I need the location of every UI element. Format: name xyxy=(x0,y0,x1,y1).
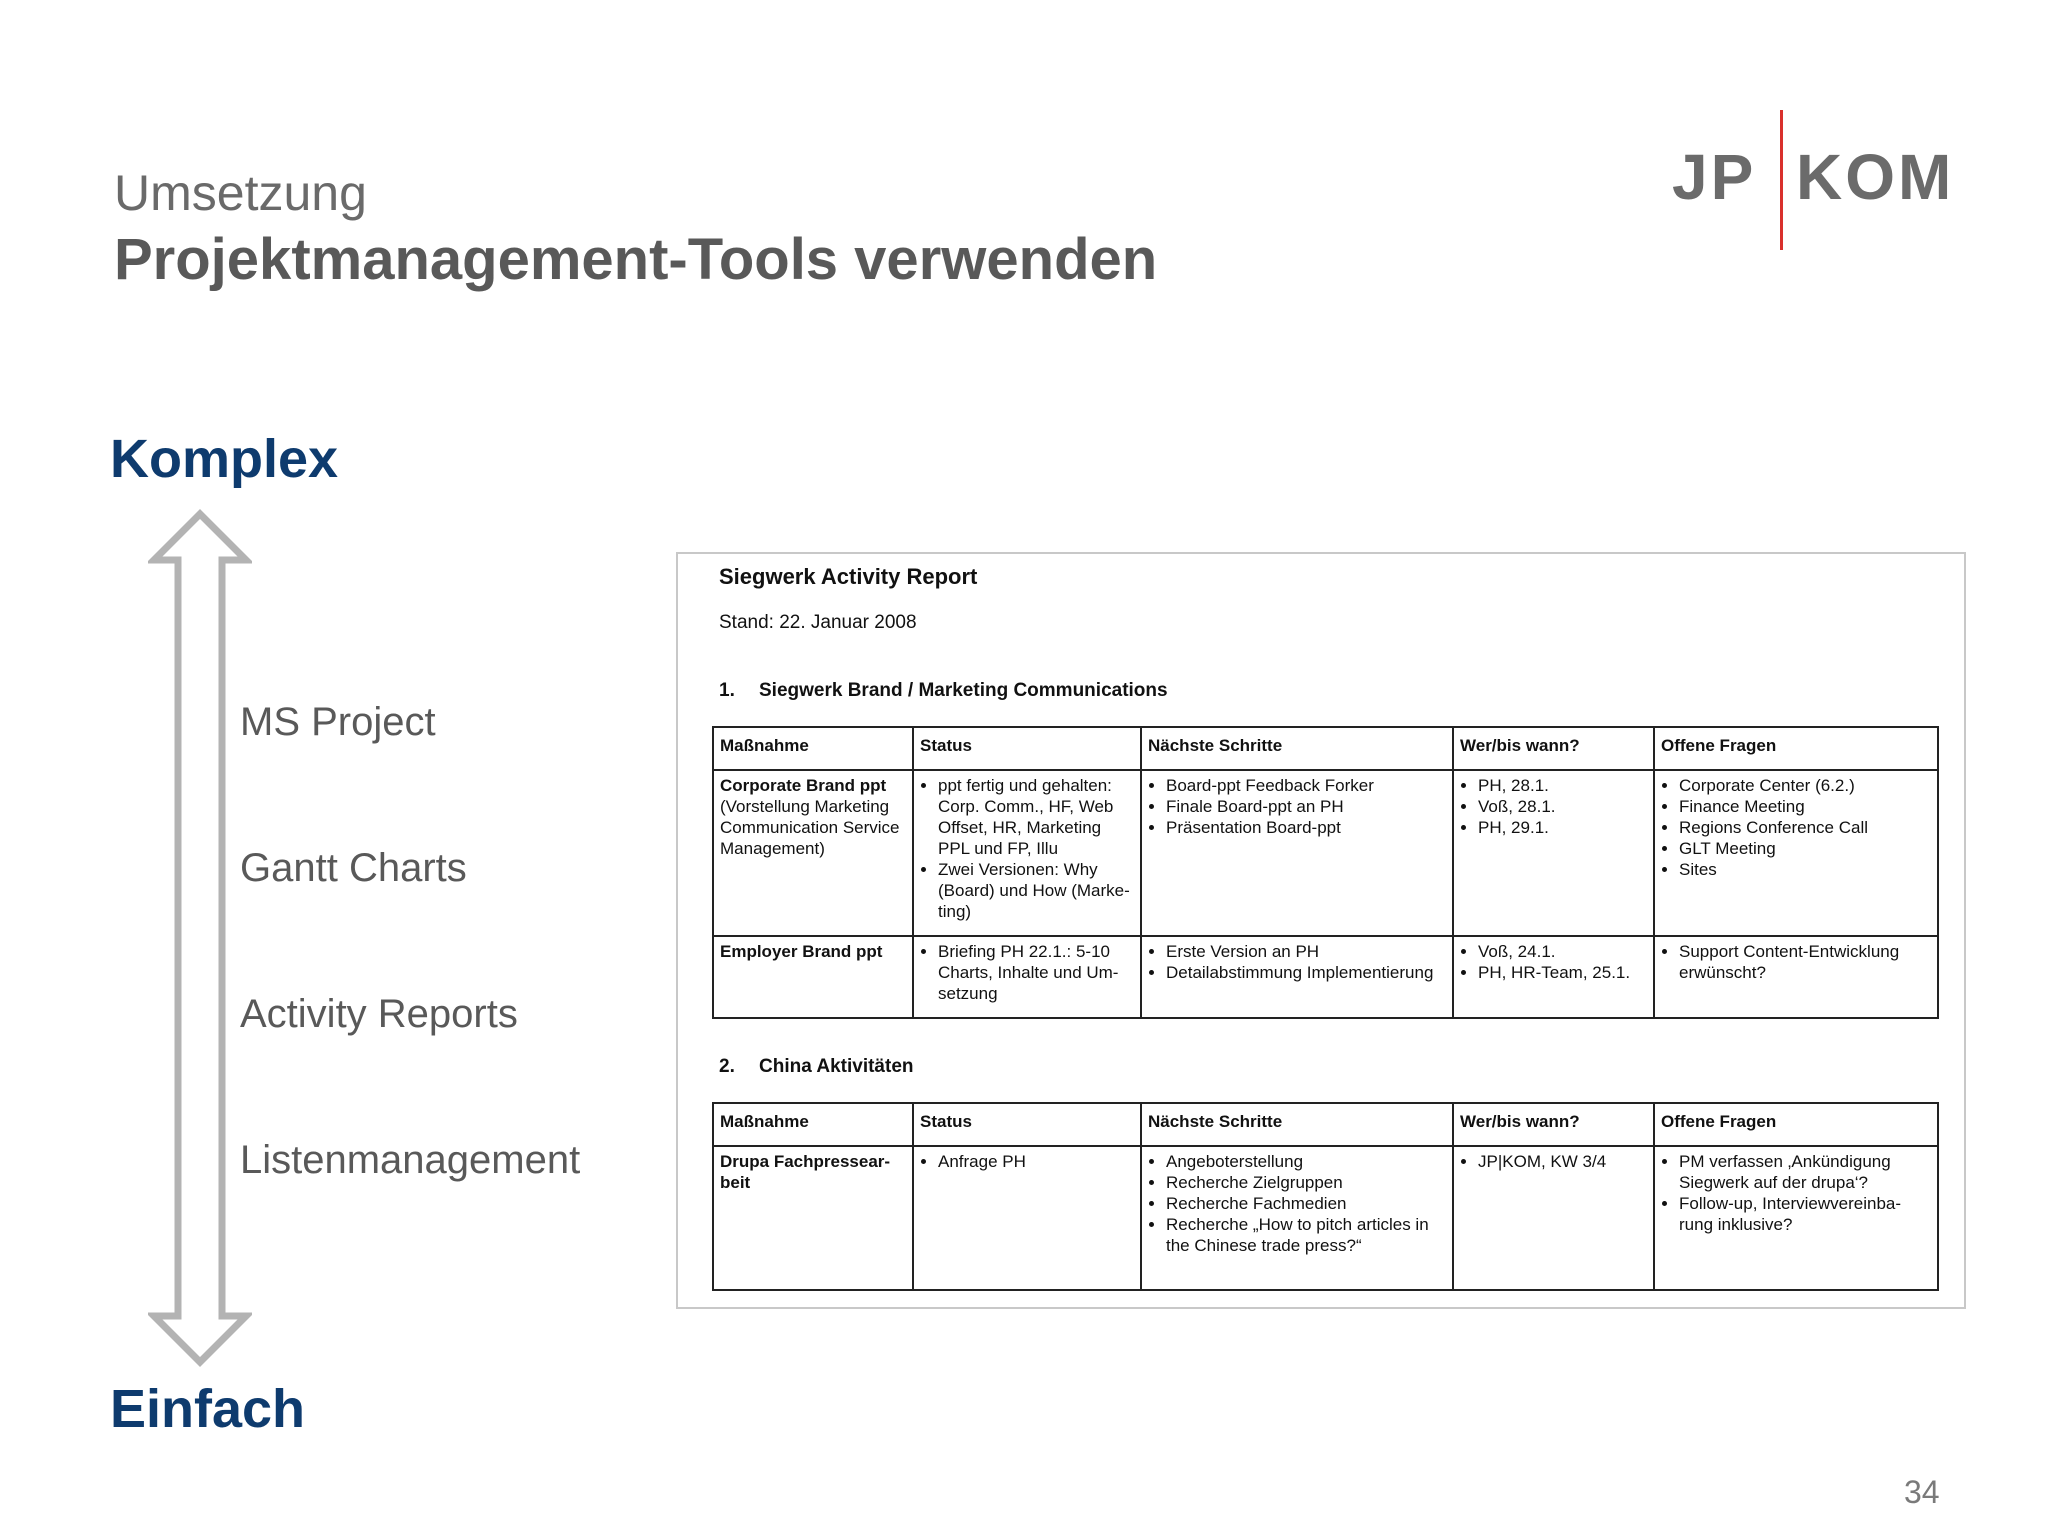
list-item: • Recherche „How to pitch articles in the Chinese trade press?“ xyxy=(1166,1214,1446,1256)
list-item: • Recherche Zielgruppen xyxy=(1166,1172,1446,1193)
slide-title: Projektmanagement-Tools verwenden xyxy=(114,227,1158,292)
list-item: • Corporate Center (6.2.) xyxy=(1679,775,1931,796)
section-title: China Aktivitäten xyxy=(759,1056,914,1077)
tool-listenmanagement: Listenmanagement xyxy=(240,1138,581,1182)
measure-name: Employer Brand ppt xyxy=(720,942,883,961)
logo-divider-bar xyxy=(1780,110,1783,250)
table-cell-next-steps xyxy=(1141,1146,1453,1290)
company-logo xyxy=(1672,108,1955,258)
list-item: • PH, HR-Team, 25.1. xyxy=(1478,962,1647,983)
section-number: 1. xyxy=(719,680,735,701)
axis-label-complex: Komplex xyxy=(110,429,339,489)
table-header-row xyxy=(713,1103,1938,1146)
list-item: • Follow-up, Interviewvereinba-rung inklusive? xyxy=(1679,1193,1931,1235)
table-cell-who xyxy=(1453,1146,1654,1290)
table-cell-who xyxy=(1453,770,1654,936)
table-cell-next-steps xyxy=(1141,770,1453,936)
table-cell-questions xyxy=(1654,770,1938,936)
list-item: • Recherche Fachmedien xyxy=(1166,1193,1446,1214)
activity-report-document xyxy=(676,552,1966,1309)
report-section-heading xyxy=(719,680,1168,702)
table-header-cell: Status xyxy=(913,1103,1141,1146)
report-section-heading xyxy=(719,1056,914,1078)
list-item: • Finale Board-ppt an PH xyxy=(1166,796,1446,817)
measure-name: Drupa Fachpressear-beit xyxy=(720,1152,891,1192)
table-row xyxy=(713,1146,1938,1290)
table-cell-questions xyxy=(1654,936,1938,1018)
section-number: 2. xyxy=(719,1056,735,1077)
tool-activity-reports: Activity Reports xyxy=(240,992,518,1036)
list-item: • Sites xyxy=(1679,859,1931,880)
table-header-cell: Maßnahme xyxy=(713,1103,913,1146)
table-cell-measure xyxy=(713,1146,913,1290)
list-item: • Support Content-Entwicklung erwünscht? xyxy=(1679,941,1931,983)
table-header-cell: Status xyxy=(913,727,1141,770)
list-item: • JP|KOM, KW 3/4 xyxy=(1478,1151,1647,1172)
list-item: • Präsentation Board-ppt xyxy=(1166,817,1446,838)
table-cell-questions xyxy=(1654,1146,1938,1290)
table-cell-status xyxy=(913,1146,1141,1290)
logo-text-left: JP xyxy=(1672,141,1757,213)
table-header-cell: Nächste Schritte xyxy=(1141,1103,1453,1146)
list-item: • Detailabstimmung Implementierung xyxy=(1166,962,1446,983)
table-cell-status xyxy=(913,770,1141,936)
table-header-cell: Maßnahme xyxy=(713,727,913,770)
table-cell-status xyxy=(913,936,1141,1018)
list-item: • Erste Version an PH xyxy=(1166,941,1446,962)
section-title: Siegwerk Brand / Marketing Communications xyxy=(759,680,1168,701)
logo-text-right: KOM xyxy=(1796,141,1955,213)
slide-supertitle: Umsetzung xyxy=(114,165,367,221)
axis-label-simple: Einfach xyxy=(110,1379,306,1439)
tool-gantt-charts: Gantt Charts xyxy=(240,846,467,890)
table-cell-measure xyxy=(713,770,913,936)
table-cell-measure xyxy=(713,936,913,1018)
list-item: • PM verfassen ‚Ankündigung Siegwerk auf der drupa‘? xyxy=(1679,1151,1931,1193)
table-cell-who xyxy=(1453,936,1654,1018)
page-number: 34 xyxy=(1904,1474,1940,1510)
measure-description: (Vorstellung Marketing Communication Service Management) xyxy=(720,797,900,858)
list-item: • Voß, 28.1. xyxy=(1478,796,1647,817)
list-item: • Angeboterstellung xyxy=(1166,1151,1446,1172)
list-item: • Zwei Versionen: Why (Board) und How (Marke-ting) xyxy=(938,859,1134,922)
tool-ms-project: MS Project xyxy=(240,700,436,744)
double-arrow-icon xyxy=(148,508,252,1368)
list-item: • Voß, 24.1. xyxy=(1478,941,1647,962)
list-item: • Board-ppt Feedback Forker xyxy=(1166,775,1446,796)
list-item: • Anfrage PH xyxy=(938,1151,1134,1172)
list-item: • PH, 29.1. xyxy=(1478,817,1647,838)
measure-name: Corporate Brand ppt xyxy=(720,776,887,795)
table-row xyxy=(713,936,1938,1018)
list-item: • Briefing PH 22.1.: 5-10 Charts, Inhalte und Um-setzung xyxy=(938,941,1134,1004)
list-item: • GLT Meeting xyxy=(1679,838,1931,859)
table-row xyxy=(713,770,1938,936)
slide-heading xyxy=(114,162,1157,296)
list-item: • PH, 28.1. xyxy=(1478,775,1647,796)
report-title: Siegwerk Activity Report xyxy=(719,564,978,589)
report-table xyxy=(712,1102,1939,1291)
list-item: • Finance Meeting xyxy=(1679,796,1931,817)
table-header-cell: Offene Fragen xyxy=(1654,1103,1938,1146)
table-header-cell: Wer/bis wann? xyxy=(1453,727,1654,770)
list-item: • Regions Conference Call xyxy=(1679,817,1931,838)
table-header-row xyxy=(713,727,1938,770)
report-date: Stand: 22. Januar 2008 xyxy=(719,612,917,633)
table-header-cell: Offene Fragen xyxy=(1654,727,1938,770)
table-cell-next-steps xyxy=(1141,936,1453,1018)
list-item: • ppt fertig und gehalten: Corp. Comm., HF, Web Offset, HR, Marketing PPL und FP, Illu xyxy=(938,775,1134,859)
table-header-cell: Wer/bis wann? xyxy=(1453,1103,1654,1146)
table-header-cell: Nächste Schritte xyxy=(1141,727,1453,770)
report-table xyxy=(712,726,1939,1019)
